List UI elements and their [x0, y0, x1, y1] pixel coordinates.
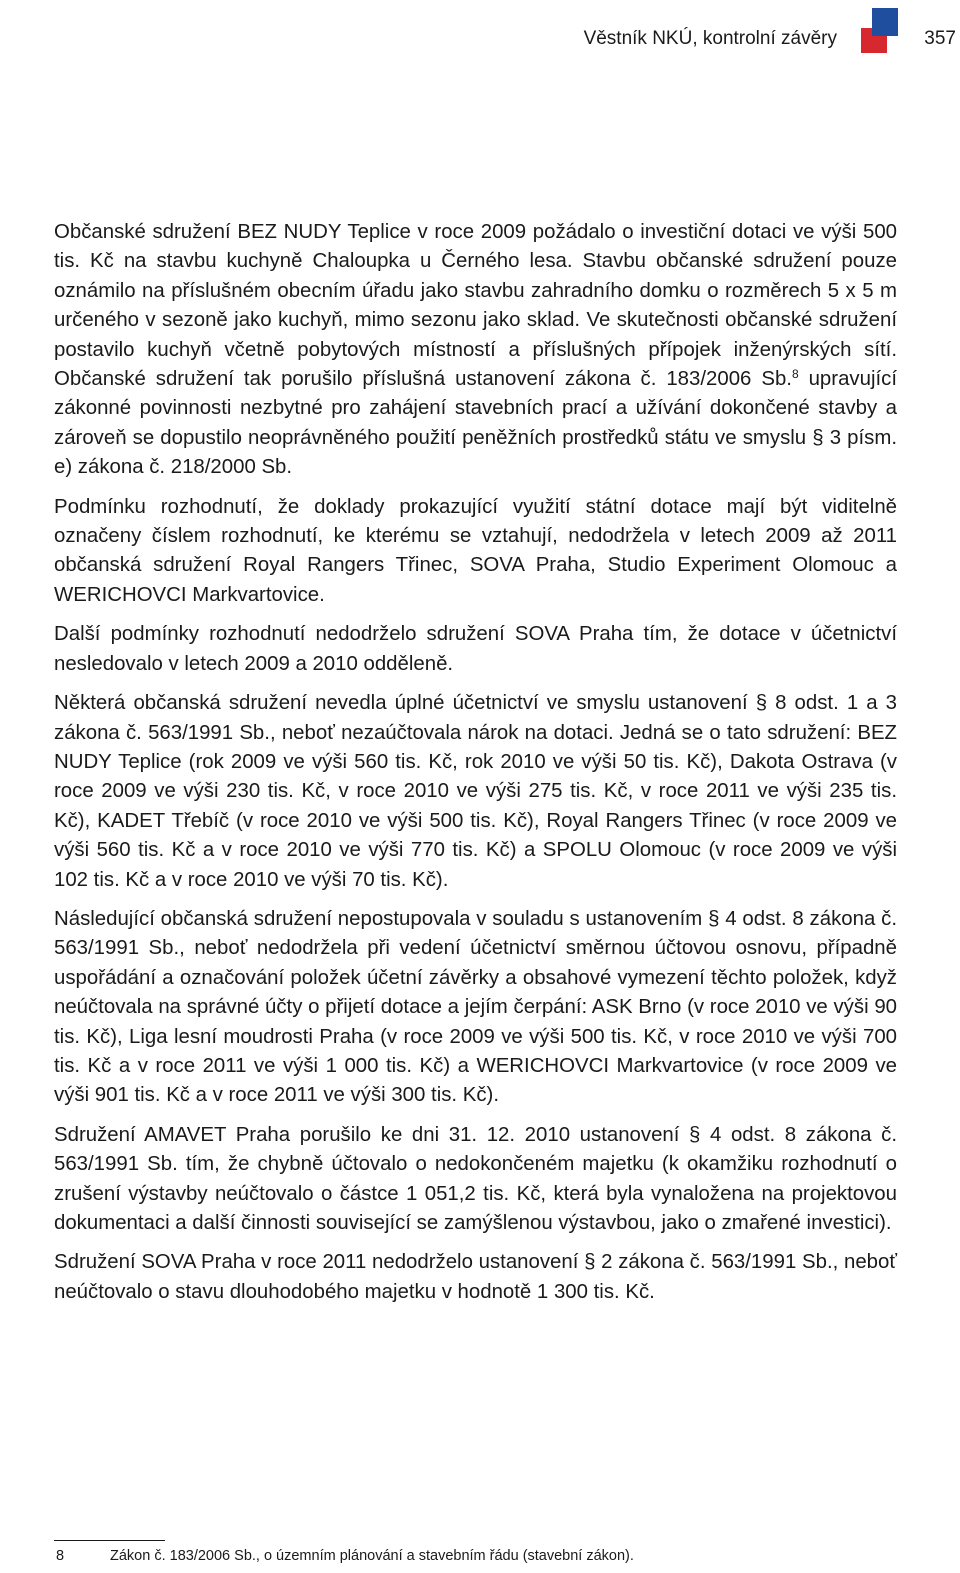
- paragraph-text: Sdružení SOVA Praha v roce 2011 nedodrželo ustanovení § 2 zákona č. 563/1991 Sb., neboť neúčtovalo o stavu dlouhodobého majetku v hodnotě 1 300 tis. Kč.: [54, 1251, 897, 1303]
- paragraph-text: Některá občanská sdružení nevedla úplné účetnictví ve smyslu ustanovení § 8 odst. 1 a 3 zákona č. 563/1991 Sb., neboť nezaúčtovala nárok na dotaci. Jedná se o tato sdružení: BEZ NUDY Teplice (rok 2009 ve výši 560 tis. Kč, rok 2010 ve výši 50 tis. Kč), Dakota Ostrava (v roce 2009 ve výši 230 tis. Kč, v roce 2010 ve výši 275 tis. Kč, v roce 2011 ve výši 235 tis. Kč), KADET Třebíč (v roce 2010 ve výši 500 tis. Kč), Royal Rangers Třinec (v roce 2009 ve výši 560 tis. Kč a v roce 2010 ve výši 770 tis. Kč) a SPOLU Olomouc (v roce 2009 ve výši 102 tis. Kč a v roce 2010 ve výši 70 tis. Kč).: [54, 692, 897, 891]
- paragraph-text: Podmínku rozhodnutí, že doklady prokazující využití státní dotace mají být viditelně označeny číslem rozhodnutí, ke kterému se vztahují, nedodržela v letech 2009 až 2011 občanská sdružení Royal Rangers Třinec, SOVA Praha, Studio Experiment Olomouc a WERICHOVCI Markvartovice.: [54, 495, 897, 606]
- footnote: [54, 1548, 914, 1564]
- page-header: [0, 26, 960, 56]
- footnote-text: Zákon č. 183/2006 Sb., o územním plánování a stavebním řádu (stavební zákon).: [110, 1548, 634, 1564]
- footnote-number: 8: [56, 1548, 65, 1564]
- paragraph: [54, 1248, 897, 1307]
- paragraph: [54, 493, 897, 611]
- page-number: 357: [924, 28, 956, 49]
- paragraph: [54, 1121, 897, 1239]
- paragraph: [54, 620, 897, 679]
- footnote-reference: 8: [791, 367, 799, 382]
- nku-logo-icon: [858, 8, 898, 54]
- paragraph: [54, 218, 897, 483]
- paragraph-text: Občanské sdružení BEZ NUDY Teplice v roce 2009 požádalo o investiční dotaci ve výši 500 tis. Kč na stavbu kuchyně Chaloupka u Černého lesa. Stavbu občanské sdružení pouze oznámilo na příslušném obecním úřadu jako stavbu zahradního domku o rozměrech 5 x 5 m určeného v sezoně jako kuchyň, mimo sezonu jako sklad. Ve skutečnosti občanské sdružení postavilo kuchyň včetně pobytových místností a příslušných přípojek inženýrských sítí. Občanské sdružení tak porušilo příslušná ustanovení zákona č. 183/2006 Sb.: [54, 221, 897, 391]
- paragraph-text: Sdružení AMAVET Praha porušilo ke dni 31. 12. 2010 ustanovení § 4 odst. 8 zákona č. 563/1991 Sb. tím, že chybně účtovalo o nedokončeném majetku (k okamžiku rozhodnutí o zrušení výstavby neúčtovalo o částce 1 051,2 tis. Kč, která byla vynaložena na projektovou dokumentaci a další činnosti související se zamýšlenou výstavbou, jako o zmařené investici).: [54, 1123, 897, 1234]
- paragraph: [54, 905, 897, 1111]
- footnote-divider: [54, 1540, 165, 1541]
- paragraph-text: Následující občanská sdružení nepostupovala v souladu s ustanovením § 4 odst. 8 zákona č. 563/1991 Sb., neboť nedodržela při vedení účetnictví směrnou účtovou osnovu, případně uspořádání a označování položek účetní závěrky a obsahové vymezení těchto položek, když neúčtovala na správné účty o přijetí dotace a jejím čerpání: ASK Brno (v roce 2010 ve výši 90 tis. Kč), Liga lesní moudrosti Praha (v roce 2009 ve výši 500 tis. Kč, v roce 2010 ve výši 700 tis. Kč a v roce 2011 ve výši 1 000 tis. Kč) a WERICHOVCI Markvartovice (v roce 2009 ve výši 901 tis. Kč a v roce 2011 ve výši 300 tis. Kč).: [54, 907, 897, 1107]
- body-text: [54, 218, 897, 1317]
- paragraph: [54, 689, 897, 895]
- running-title: Věstník NKÚ, kontrolní závěry: [583, 28, 837, 49]
- paragraph-text: upravující zákonné povinnosti nezbytné pro zahájení stavebních prací a užívání dokončené stavby a zároveň se dopustilo neoprávněného použití peněžních prostředků státu ve smyslu § 3 písm. e) zákona č. 218/2000 Sb.: [54, 368, 897, 479]
- paragraph-text: Další podmínky rozhodnutí nedodrželo sdružení SOVA Praha tím, že dotace v účetnictví nesledovalo v letech 2009 a 2010 odděleně.: [54, 623, 897, 675]
